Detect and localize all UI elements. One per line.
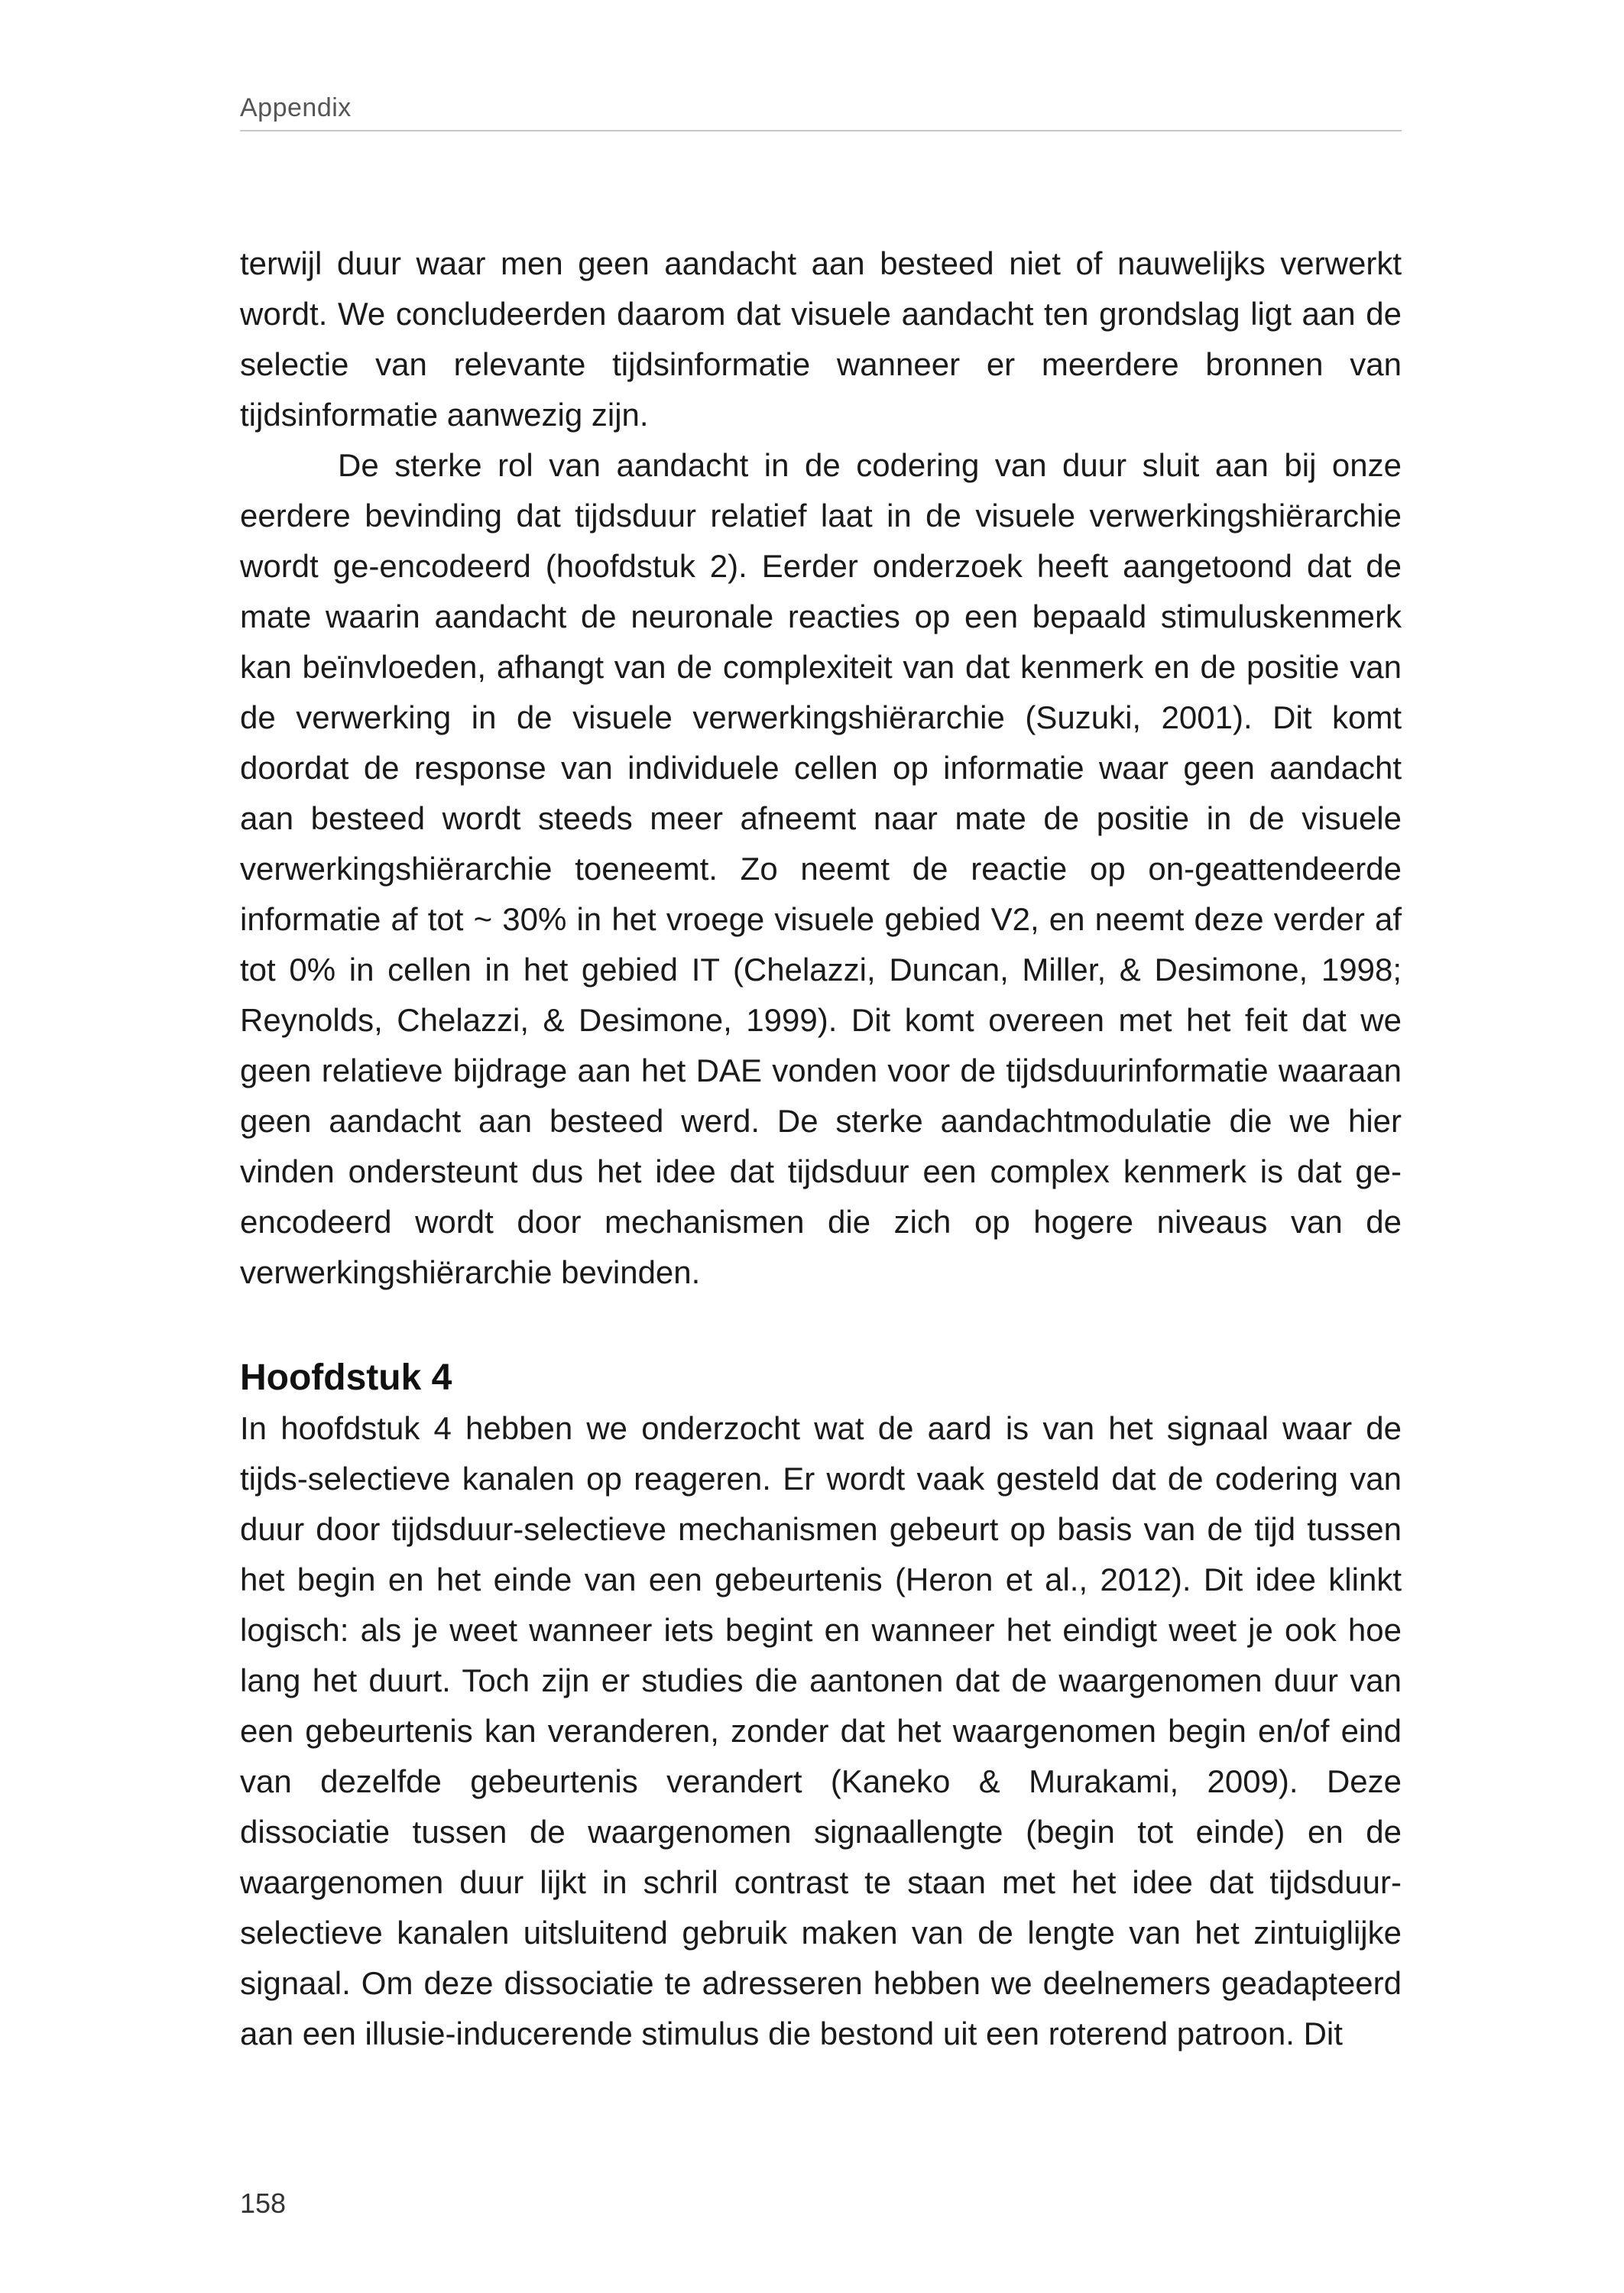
page-number: 158 <box>240 2188 287 2219</box>
section-heading: Hoofdstuk 4 <box>240 1357 452 1398</box>
running-header: Appendix <box>240 93 352 122</box>
paragraph: In hoofdstuk 4 hebben we onderzocht wat de aard is van het signaal waar de tijds-selectieve kanalen op reageren. Er wordt vaak gesteld dat de codering van duur door tijdsduur-selectieve mechanismen gebeurt op basis van de tijd tussen het begin en het einde van een gebeurtenis (Heron et al., 2012). Dit idee klinkt logisch: als je weet wanneer iets begint en wanneer het eindigt weet je ook hoe lang het duurt. Toch zijn er studies die aantonen dat de waargenomen duur van een gebeurtenis kan veranderen, zonder dat het waargenomen begin en/of eind van dezelfde gebeurtenis verandert (Kaneko & Murakami, 2009). Deze dissociatie tussen de waargenomen signaallengte (begin tot einde) en de waargenomen duur lijkt in schril contrast te staan met het idee dat tijdsduur-selectieve kanalen uitsluitend gebruik maken van de lengte van het zintuiglijke signaal. Om deze dissociatie te adresseren hebben we deelnemers geadapteerd aan een illusie-inducerende stimulus die bestond uit een roterend patroon. Dit <box>240 1410 1402 2051</box>
paragraph: De sterke rol van aandacht in de codering van duur sluit aan bij onze eerdere bevinding dat tijdsduur relatief laat in de visuele verwerkingshiërarchie wordt ge-encodeerd (hoofdstuk 2). Eerder onderzoek heeft aangetoond dat de mate waarin aandacht de neuronale reacties op een bepaald stimuluskenmerk kan beïnvloeden, afhangt van de complexiteit van dat kenmerk en de positie van de verwerking in de visuele verwerkingshiërarchie (Suzuki, 2001). Dit komt doordat de response van individuele cellen op informatie waar geen aandacht aan besteed wordt steeds meer afneemt naar mate de positie in de visuele verwerkingshiërarchie toeneemt. Zo neemt de reactie op on-geattendeerde informatie af tot ~ 30% in het vroege visuele gebied V2, en neemt deze verder af tot 0% in cellen in het gebied IT (Chelazzi, Duncan, Miller, & Desimone, 1998; Reynolds, Chelazzi, & Desimone, 1999). Dit komt overeen met het feit dat we geen relatieve bijdrage aan het DAE vonden voor de tijdsduurinformatie waaraan geen aandacht aan besteed werd. De sterke aandachtmodulatie die we hier vinden ondersteunt dus het idee dat tijdsduur een complex kenmerk is dat ge-encodeerd wordt door mechanismen die zich op hogere niveaus van de verwerkingshiërarchie bevinden. <box>240 447 1402 1290</box>
paragraph: terwijl duur waar men geen aandacht aan besteed niet of nauwelijks verwerkt wordt. We concludeerden daarom dat visuele aandacht ten grondslag ligt aan de selectie van relevante tijdsinformatie wanneer er meerdere bronnen van tijdsinformatie aanwezig zijn. <box>240 245 1402 433</box>
header-divider <box>240 130 1402 131</box>
body-text <box>240 238 1402 2059</box>
